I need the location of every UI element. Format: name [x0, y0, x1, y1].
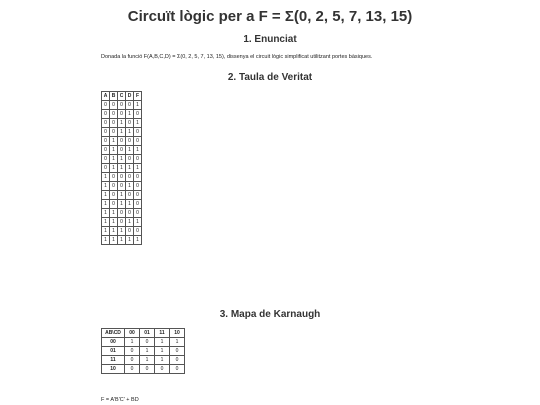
truth-table-cell: 1	[102, 218, 110, 227]
truth-table-cell: 1	[102, 191, 110, 200]
truth-table-cell: 1	[110, 227, 118, 236]
truth-table-cell: 0	[134, 191, 142, 200]
truth-table-cell: 1	[126, 200, 134, 209]
karnaugh-cell: 0	[170, 356, 185, 365]
karnaugh-row-header: 11	[102, 356, 125, 365]
truth-table-cell: 1	[102, 200, 110, 209]
truth-table-body	[102, 101, 142, 245]
truth-table-cell: 1	[118, 227, 126, 236]
truth-table-cell: 0	[110, 173, 118, 182]
truth-table-cell: 1	[110, 137, 118, 146]
table-row	[102, 236, 142, 245]
truth-table-cell: 1	[110, 164, 118, 173]
table-row	[102, 146, 142, 155]
truth-table-header-row	[102, 92, 142, 101]
truth-table-cell: 0	[110, 200, 118, 209]
truth-table-cell: 0	[134, 110, 142, 119]
truth-table-cell: 0	[102, 146, 110, 155]
truth-table-cell: 1	[118, 164, 126, 173]
truth-table-cell: 1	[134, 101, 142, 110]
karnaugh-map-table	[101, 328, 185, 374]
table-row	[102, 101, 142, 110]
truth-table-cell: 1	[126, 164, 134, 173]
truth-table-cell: 0	[134, 200, 142, 209]
truth-table-cell: 1	[102, 182, 110, 191]
truth-table-cell: 0	[118, 173, 126, 182]
table-row	[102, 110, 142, 119]
truth-table-cell: 1	[134, 236, 142, 245]
karnaugh-cell: 1	[170, 338, 185, 347]
truth-table-cell: 0	[118, 182, 126, 191]
truth-table-cell: 0	[110, 110, 118, 119]
truth-table-cell: 1	[110, 155, 118, 164]
truth-table-header-cell: B	[110, 92, 118, 101]
truth-table-cell: 0	[102, 128, 110, 137]
truth-table	[101, 91, 142, 245]
karnaugh-row-header: 10	[102, 365, 125, 374]
table-row	[102, 347, 185, 356]
truth-table-header-cell: D	[126, 92, 134, 101]
table-row	[102, 137, 142, 146]
karnaugh-cell: 1	[125, 338, 140, 347]
page-title: Circuït lògic per a F = Σ(0, 2, 5, 7, 13, 15)	[127, 8, 413, 25]
truth-table-cell: 1	[118, 155, 126, 164]
enunciat-text: Donada la funció F(A,B,C,D) = Σ(0, 2, 5, 7, 13, 15), dissenya el circuit lògic simplificat utilitzant portes bàsiques.	[101, 54, 373, 60]
table-row	[102, 338, 185, 347]
karnaugh-col-header: 00	[125, 329, 140, 338]
truth-table-cell: 0	[118, 101, 126, 110]
truth-table-cell: 1	[126, 128, 134, 137]
karnaugh-col-header: 01	[140, 329, 155, 338]
truth-table-cell: 0	[118, 218, 126, 227]
truth-table-cell: 1	[126, 218, 134, 227]
truth-table-cell: 1	[134, 119, 142, 128]
truth-table-cell: 1	[134, 146, 142, 155]
truth-table-cell: 1	[102, 236, 110, 245]
table-row	[102, 227, 142, 236]
truth-table-cell: 1	[102, 209, 110, 218]
karnaugh-cell: 0	[125, 365, 140, 374]
table-row	[102, 164, 142, 173]
karnaugh-body	[102, 338, 185, 374]
truth-table-cell: 0	[126, 209, 134, 218]
karnaugh-corner-cell: AB\CD	[102, 329, 125, 338]
table-row	[102, 119, 142, 128]
table-row	[102, 356, 185, 365]
truth-table-cell: 1	[134, 218, 142, 227]
truth-table-cell: 0	[102, 110, 110, 119]
truth-table-cell: 0	[110, 101, 118, 110]
truth-table-cell: 0	[118, 209, 126, 218]
truth-table-cell: 0	[126, 227, 134, 236]
table-row	[102, 128, 142, 137]
truth-table-cell: 0	[134, 128, 142, 137]
truth-table-cell: 0	[110, 182, 118, 191]
karnaugh-cell: 0	[140, 365, 155, 374]
karnaugh-col-header: 11	[155, 329, 170, 338]
table-row	[102, 182, 142, 191]
table-row	[102, 173, 142, 182]
truth-table-cell: 0	[126, 155, 134, 164]
truth-table-cell: 1	[118, 119, 126, 128]
truth-table-cell: 0	[102, 155, 110, 164]
truth-table-cell: 1	[126, 182, 134, 191]
truth-table-cell: 1	[118, 236, 126, 245]
truth-table-cell: 0	[134, 155, 142, 164]
truth-table-cell: 0	[118, 110, 126, 119]
table-row	[102, 191, 142, 200]
truth-table-cell: 0	[134, 173, 142, 182]
truth-table-cell: 0	[134, 182, 142, 191]
truth-table-cell: 0	[126, 191, 134, 200]
truth-table-cell: 0	[102, 164, 110, 173]
truth-table-cell: 0	[110, 128, 118, 137]
truth-table-cell: 1	[126, 110, 134, 119]
truth-table-header-cell: A	[102, 92, 110, 101]
truth-table-header-cell: F	[134, 92, 142, 101]
table-row	[102, 200, 142, 209]
truth-table-cell: 1	[110, 218, 118, 227]
truth-table-cell: 0	[126, 173, 134, 182]
karnaugh-cell: 0	[155, 365, 170, 374]
truth-table-cell: 0	[134, 209, 142, 218]
table-row	[102, 365, 185, 374]
simplified-expression: F = A'B'C' + BD	[101, 397, 139, 403]
karnaugh-row-header: 01	[102, 347, 125, 356]
truth-table-cell: 1	[110, 146, 118, 155]
truth-table-cell: 1	[110, 209, 118, 218]
karnaugh-cell: 1	[155, 338, 170, 347]
truth-table-cell: 0	[102, 101, 110, 110]
karnaugh-cell: 0	[170, 347, 185, 356]
truth-table-cell: 0	[126, 137, 134, 146]
truth-table-cell: 0	[126, 101, 134, 110]
karnaugh-cell: 0	[170, 365, 185, 374]
karnaugh-cell: 1	[155, 347, 170, 356]
truth-table-cell: 0	[134, 137, 142, 146]
truth-table-cell: 1	[134, 164, 142, 173]
table-row	[102, 155, 142, 164]
truth-table-cell: 0	[102, 137, 110, 146]
karnaugh-header-row	[102, 329, 185, 338]
karnaugh-cell: 0	[125, 347, 140, 356]
truth-table-cell: 0	[118, 146, 126, 155]
section-heading-truth-table: 2. Taula de Veritat	[227, 72, 313, 83]
truth-table-cell: 1	[118, 191, 126, 200]
karnaugh-row-header: 00	[102, 338, 125, 347]
truth-table-cell: 0	[110, 191, 118, 200]
truth-table-cell: 1	[118, 200, 126, 209]
karnaugh-cell: 1	[140, 347, 155, 356]
truth-table-cell: 0	[126, 119, 134, 128]
truth-table-cell: 0	[134, 227, 142, 236]
truth-table-cell: 1	[126, 146, 134, 155]
truth-table-cell: 0	[102, 119, 110, 128]
karnaugh-cell: 0	[140, 338, 155, 347]
truth-table-cell: 1	[118, 128, 126, 137]
section-heading-karnaugh: 3. Mapa de Karnaugh	[219, 309, 321, 320]
truth-table-cell: 0	[118, 137, 126, 146]
truth-table-header-cell: C	[118, 92, 126, 101]
table-row	[102, 218, 142, 227]
truth-table-cell: 0	[110, 119, 118, 128]
section-heading-enunciat: 1. Enunciat	[243, 34, 297, 45]
truth-table-cell: 1	[110, 236, 118, 245]
karnaugh-cell: 1	[155, 356, 170, 365]
karnaugh-cell: 1	[140, 356, 155, 365]
truth-table-cell: 1	[126, 236, 134, 245]
karnaugh-cell: 0	[125, 356, 140, 365]
table-row	[102, 209, 142, 218]
karnaugh-col-header: 10	[170, 329, 185, 338]
truth-table-cell: 1	[102, 173, 110, 182]
truth-table-cell: 1	[102, 227, 110, 236]
